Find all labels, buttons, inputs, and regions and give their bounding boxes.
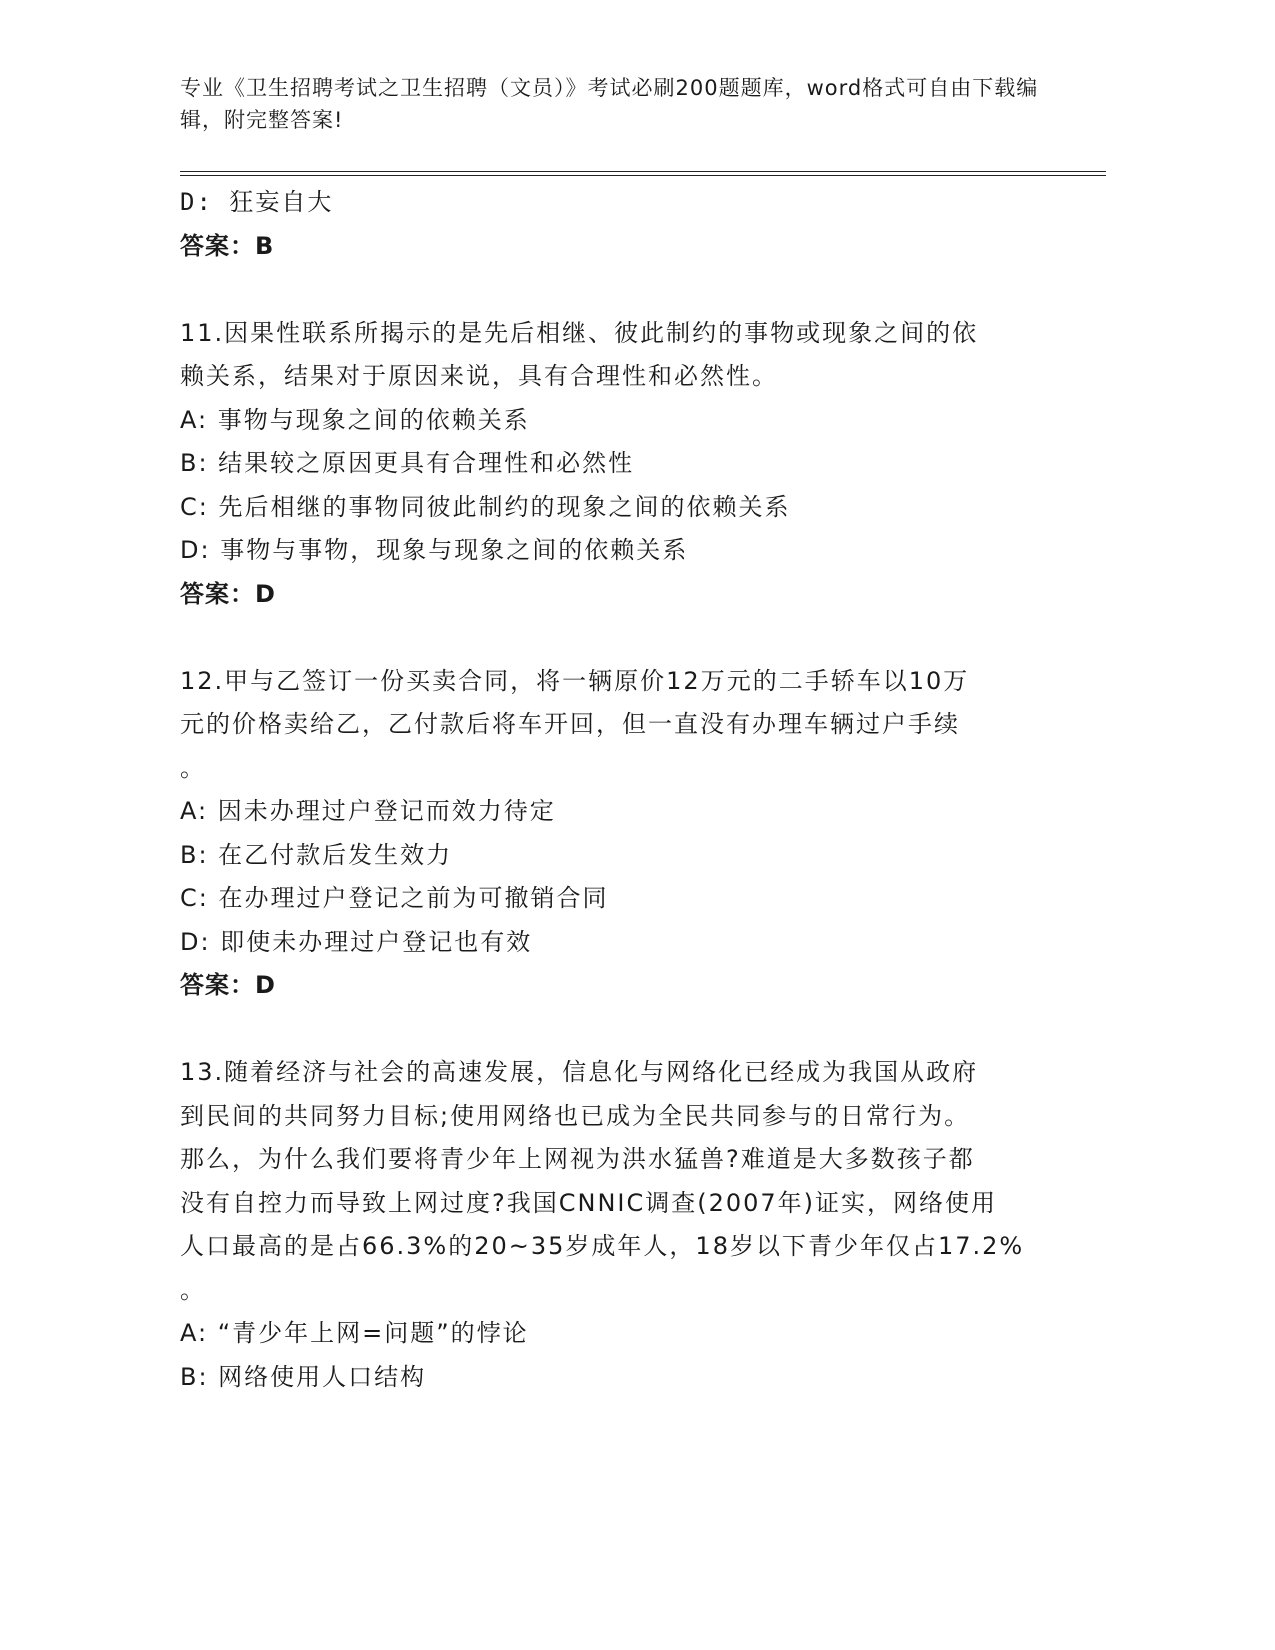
- prev-answer: 答案：B: [180, 231, 275, 260]
- option-b: B: 在乙付款后发生效力: [180, 840, 453, 869]
- question-text-line: 12.甲与乙签订一份买卖合同，将一辆原价12万元的二手轿车以10万: [180, 666, 970, 695]
- question-text-line: 那么，为什么我们要将青少年上网视为洪水猛兽?难道是大多数孩子都: [180, 1145, 975, 1173]
- question-text-line: 没有自控力而导致上网过度?我国CNNIC调查(2007年)证实，网络使用: [180, 1188, 998, 1217]
- prev-option-d: D: 狂妄自大: [180, 188, 334, 216]
- document-header: [180, 72, 1040, 136]
- answer: 答案：D: [180, 971, 276, 999]
- option-c: C: 先后相继的事物同彼此制约的现象之间的依赖关系: [180, 492, 791, 521]
- option-a: A: 因未办理过户登记而效力待定: [180, 797, 556, 825]
- question-text-line: 11.因果性联系所揭示的是先后相继、彼此制约的事物或现象之间的依: [180, 318, 979, 347]
- answer: 答案：D: [180, 579, 276, 608]
- spacer: [180, 1008, 1060, 1052]
- header-divider-top: [180, 171, 1106, 172]
- option-b: B: 结果较之原因更具有合理性和必然性: [180, 449, 635, 477]
- option-c: C: 在办理过户登记之前为可撤销合同: [180, 884, 609, 912]
- header-title: 专业《卫生招聘考试之卫生招聘（文员）》考试必刷200题题库，word格式可自由下载编辑，附完整答案!: [180, 76, 1039, 132]
- question-text-line: 。: [180, 1275, 206, 1304]
- option-b: B: 网络使用人口结构: [180, 1362, 427, 1391]
- spacer: [180, 616, 1060, 660]
- question-text-line: 13.随着经济与社会的高速发展，信息化与网络化已经成为我国从政府: [180, 1058, 979, 1086]
- question-11: [180, 312, 1060, 617]
- option-d: D: 即使未办理过户登记也有效: [180, 927, 533, 956]
- question-text-line: 元的价格卖给乙，乙付款后将车开回，但一直没有办理车辆过户手续: [180, 710, 960, 738]
- question-text-line: 。: [180, 753, 206, 782]
- option-a: A: 事物与现象之间的依赖关系: [180, 405, 530, 434]
- document-body: [180, 181, 1060, 1399]
- question-text-line: 赖关系，结果对于原因来说，具有合理性和必然性。: [180, 362, 778, 390]
- header-divider-bottom: [180, 175, 1106, 176]
- question-13: [180, 1051, 1060, 1399]
- question-text-line: 人口最高的是占66.3%的20~35岁成年人，18岁以下青少年仅占17.2%: [180, 1232, 1025, 1260]
- spacer: [180, 268, 1060, 312]
- option-a: A: “青少年上网=问题”的悖论: [180, 1319, 529, 1347]
- option-d: D: 事物与事物，现象与现象之间的依赖关系: [180, 536, 689, 564]
- question-text-line: 到民间的共同努力目标;使用网络也已成为全民共同参与的日常行为。: [180, 1101, 971, 1130]
- question-12: [180, 660, 1060, 1008]
